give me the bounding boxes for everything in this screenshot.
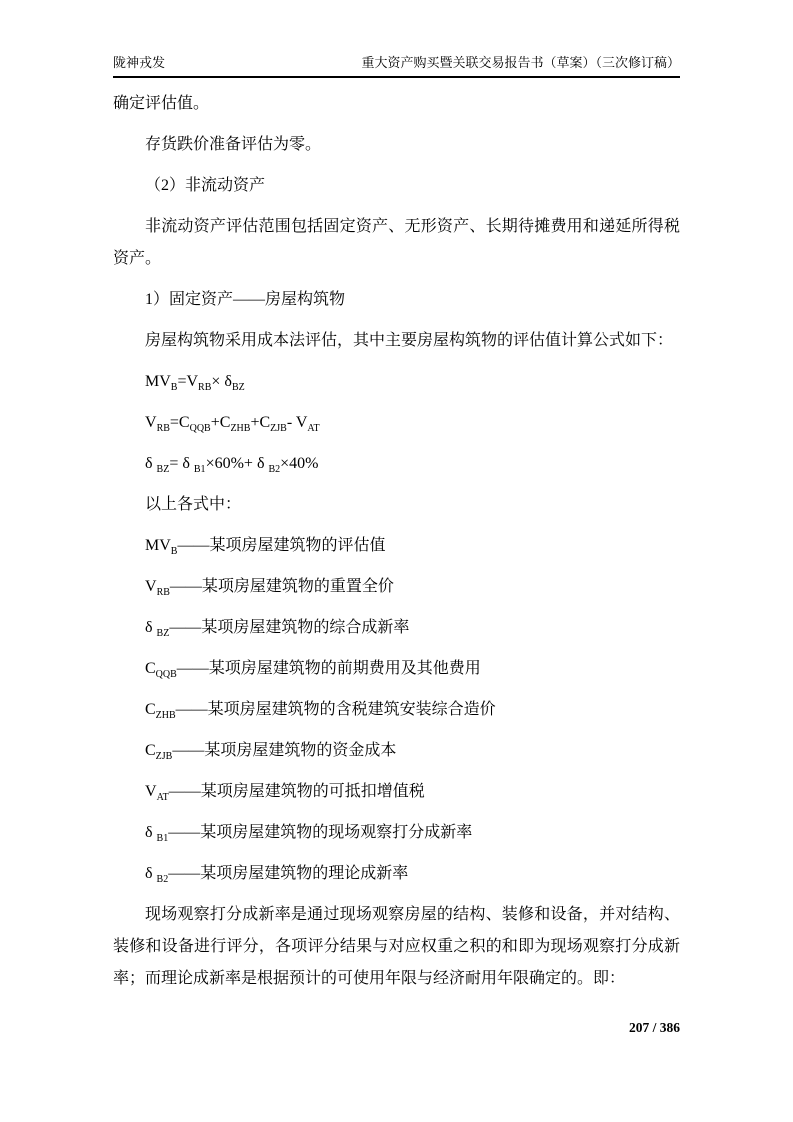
def-db1: δ $_{B1}$——某项房屋建筑物的现场观察打分成新率 — [145, 824, 473, 845]
document-body — [113, 88, 680, 1004]
heading-non-current-assets: （2）非流动资产 — [145, 177, 266, 194]
header-document-title: 重大资产购买暨关联交易报告书（草案）（三次修订稿） — [361, 55, 680, 70]
para-inventory-provision: 存货跌价准备评估为零。 — [145, 136, 322, 153]
def-vat: $V_{AT}——$某项房屋建筑物的可抵扣增值税 — [145, 783, 425, 804]
def-czjb: $C_{ZJB}——$某项房屋建筑物的资金成本 — [145, 742, 397, 763]
para-valuation-scope: 非流动资产评估范围包括固定资产、无形资产、长期待摊费用和递延所得税资产。 — [113, 218, 680, 267]
para-continuation: 确定评估值。 — [113, 95, 210, 112]
def-czhb: $C_{ZHB}——$某项房屋建筑物的含税建筑安装综合造价 — [145, 701, 496, 722]
formula-dbz: δ $_{BZ}$= δ $_{B1}$×60%+ δ $_{B2}$×40% — [145, 455, 319, 476]
para-cost-method: 房屋构筑物采用成本法评估，其中主要房屋构筑物的评估值计算公式如下： — [145, 332, 674, 349]
def-db2: δ $_{B2}$——某项房屋建筑物的理论成新率 — [145, 865, 409, 886]
para-scoring-method: 现场观察打分成新率是通过现场观察房屋的结构、装修和设备，并对结构、装修和设备进行评分，各项评分结果与对应权重之积的和即为现场观察打分成新率；而理论成新率是根据预计的可使用年限与经济耐用年限确定的。即： — [113, 906, 680, 987]
formula-mvb: $MV_B=V_{RB}\times \delta_{BZ}$ — [145, 373, 245, 394]
header-company-name: 陇神戎发 — [113, 55, 166, 70]
def-mvb: $MV_B——$某项房屋建筑物的评估值 — [145, 537, 386, 558]
def-dbz: δ $_{BZ}$——某项房屋建筑物的综合成新率 — [145, 619, 410, 640]
heading-fixed-assets-buildings: 1）固定资产——房屋构筑物 — [145, 291, 346, 308]
page-number: 207 / 386 — [628, 1020, 680, 1035]
page-footer — [113, 1020, 680, 1036]
page-header — [113, 54, 680, 78]
def-cqqb: $C_{QQB}——$某项房屋建筑物的前期费用及其他费用 — [145, 660, 481, 681]
para-definitions-intro: 以上各式中： — [145, 496, 242, 513]
formula-vrb: $V_{RB}=C_{QQB}+C_{ZHB}+C_{ZJB}-$ $V_{AT}$ — [145, 414, 320, 435]
def-vrb: $V_{RB}——$某项房屋建筑物的重置全价 — [145, 578, 394, 599]
